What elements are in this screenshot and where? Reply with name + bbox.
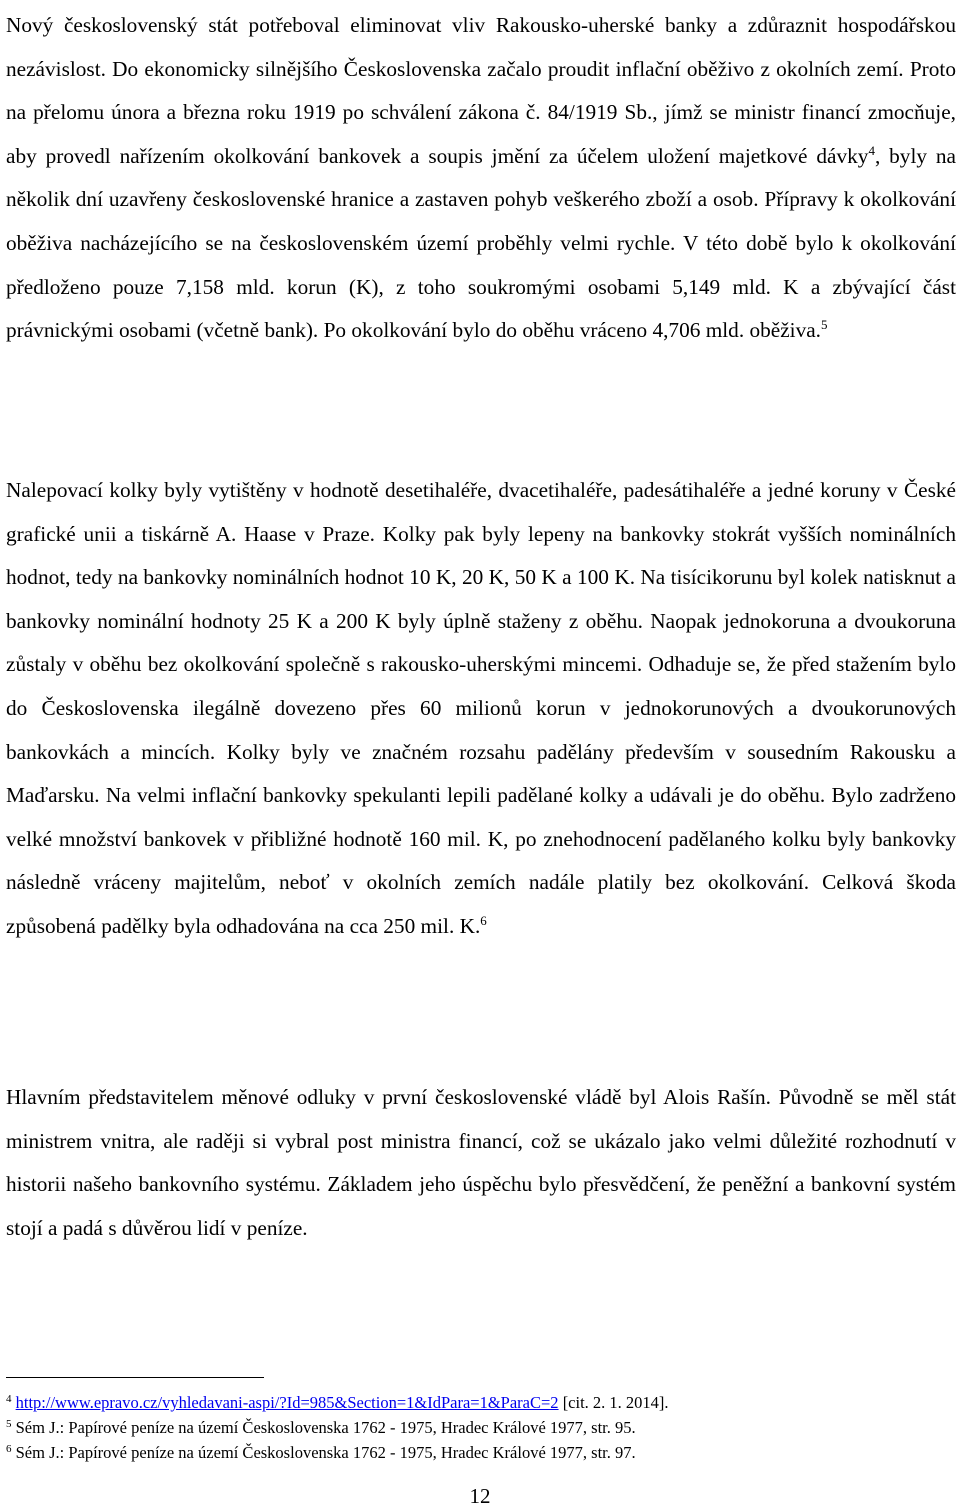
footnote-ref-5[interactable]: 5 (821, 317, 828, 333)
footnote-ref-6[interactable]: 6 (480, 912, 487, 928)
paragraph-1-text-b: , byly na několik dní uzavřeny československé hranice a zastaven pohyb veškerého zboží a osob. Přípravy k okolkování oběživa nacházejícího se na československém území proběhly velmi rychle. V této době bylo k okolkování předloženo pouze 7,158 mld. korun (K), z toho soukromými osobami 5,149 mld. K a zbývající část právnickými osobami (včetně bank). Po okolkování bylo do oběhu vráceno 4,706 mld. oběživa. (6, 143, 956, 343)
paragraph-1 (6, 4, 956, 353)
paragraph-1-text-a: Nový československý stát potřeboval eliminovat vliv Rakousko-uherské banky a zdůraznit hospodářskou nezávislost. Do ekonomicky silnějšího Československa začalo proudit inflační oběživo z okolních zemí. Proto na přelomu února a března roku 1919 po schválení zákona č. 84/1919 Sb., jímž se ministr financí zmocňuje, aby provedl nařízením okolkování bankovek a soupis jmění za účelem uložení majetkové dávky (6, 13, 956, 168)
footnote-4-link[interactable]: http://www.epravo.cz/vyhledavani-aspi/?Id=985&Section=1&IdPara=1&ParaC=2 (15, 1393, 559, 1412)
footnote-separator (6, 1377, 264, 1378)
footnote-6-text: Sém J.: Papírové peníze na území Československa 1762 - 1975, Hradec Králové 1977, str. 97. (11, 1443, 636, 1462)
footnote-number: 6 (6, 1443, 12, 1455)
footnote-number: 5 (6, 1418, 12, 1430)
footnote-4-text: [cit. 2. 1. 2014]. (558, 1393, 669, 1412)
footnote-number: 4 (6, 1393, 12, 1405)
footnotes (6, 1390, 946, 1465)
footnote-5 (6, 1415, 946, 1440)
paragraph-2 (6, 469, 956, 949)
footnote-6 (6, 1440, 946, 1465)
paragraph-2-text: Nalepovací kolky byly vytištěny v hodnotě desetihaléře, dvacetihaléře, padesátihaléře a jedné koruny v České grafické unii a tiskárně A. Haase v Praze. Kolky pak byly lepeny na bankovky stokrát vyšších nominálních hodnot, tedy na bankovky nominálních hodnot 10 K, 20 K, 50 K a 100 K. Na tisícikorunu byl kolek natisknut a bankovky nominální hodnoty 25 K a 200 K byly úplně staženy z oběhu. Naopak jednokoruna a dvoukoruna zůstaly v oběhu bez okolkování společně s rakousko-uherskými mincemi. Odhaduje se, že před stažením bylo do Československa ilegálně dovezeno přes 60 milionů korun v jednokorunových a dvoukorunových bankovkách a mincích. Kolky byly ve značném rozsahu padělány především v sousedním Rakousku a Maďarsku. Na velmi inflační bankovky spekulanti lepili padělané kolky a udávali je do oběhu. Bylo zadrženo velké množství bankovek v přibližné hodnotě 160 mil. K, po znehodnocení padělaného kolku byly bankovky následně vráceny majitelům, neboť v okolních zemích nadále platily bez okolkování. Celková škoda způsobená padělky byla odhadována na cca 250 mil. K. (6, 478, 956, 938)
paragraph-3: Hlavním představitelem měnové odluky v první československé vládě byl Alois Rašín. Původně se měl stát ministrem vnitra, ale raději si vybral post ministra financí, což se ukázalo jako velmi důležité rozhodnutí v historii našeho bankovního systému. Základem jeho úspěchu bylo přesvědčení, že peněžní a bankovní systém stojí a padá s důvěrou lidí v peníze. (6, 1085, 956, 1240)
footnote-ref-4[interactable]: 4 (868, 142, 875, 158)
footnote-4 (6, 1390, 946, 1415)
footnote-5-text: Sém J.: Papírové peníze na území Československa 1762 - 1975, Hradec Králové 1977, str. 95. (11, 1418, 636, 1437)
page-number: 12 (469, 1484, 491, 1508)
